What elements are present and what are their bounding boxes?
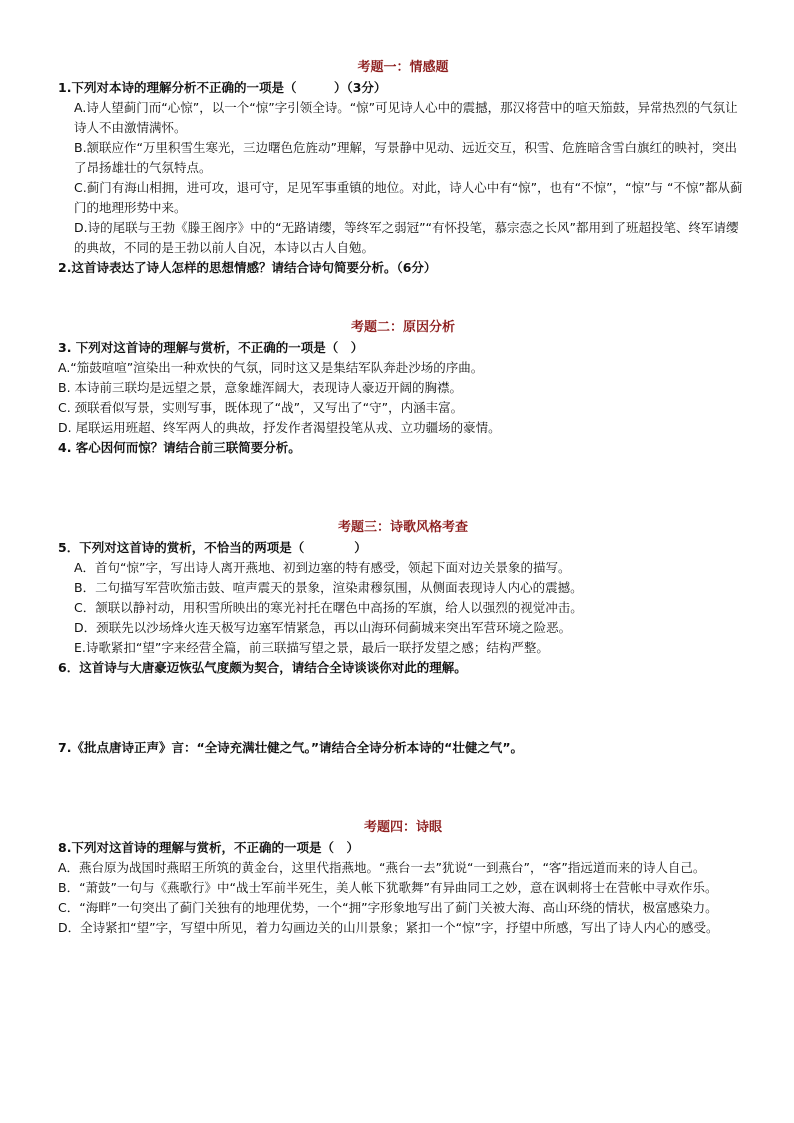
option-d: D．全诗紧扣“望”字，写望中所见，着力勾画边关的山川景象；紧扣一个“惊”字，抒望中所感，写出了诗人内心的感受。 bbox=[58, 920, 719, 935]
option-c: C. 颈联看似写景，实则写事，既体现了“战”，又写出了“守”，内涵丰富。 bbox=[58, 400, 464, 415]
option-b: B．“萧鼓”一句与《燕歌行》中“战士军前半死生，美人帐下犹歌舞”有异曲同工之妙，意在讽刺将士在营帐中寻欢作乐。 bbox=[58, 880, 718, 895]
option-a: A．燕台原为战国时燕昭王所筑的黄金台，这里代指燕地。“燕台一去”犹说“一到燕台”，“客”指远道而来的诗人自己。 bbox=[58, 860, 706, 875]
option-d: D.诗的尾联与王勃《滕王阁序》中的“无路请缨，等终军之弱冠”“有怀投笔，慕宗悫之长风”都用到了班超投笔、终军请缨的典故，不同的是王勃以前人自况，本诗以古人自勉。 bbox=[74, 220, 739, 255]
option-b: B. 本诗前三联均是远望之景，意象雄浑阔大，表现诗人豪迈开阔的胸襟。 bbox=[58, 380, 463, 395]
option-c: C．“海畔”一句突出了蓟门关独有的地理优势，一个“拥”字形象地写出了蓟门关被大海、高山环绕的情状，极富感染力。 bbox=[58, 900, 718, 915]
option-c: C．颔联以静衬动，用积雪所映出的寒光衬托在曙色中高扬的军旗，给人以强烈的视觉冲击。 bbox=[74, 600, 583, 615]
question-1: 1.下列对本诗的理解分析不正确的一项是（ ）（3分） bbox=[58, 80, 387, 95]
section-title: 考题四：诗眼 bbox=[363, 820, 442, 835]
section-title: 考题二：原因分析 bbox=[350, 320, 455, 335]
question-4: 4. 客心因何而惊？请结合前三联简要分析。 bbox=[58, 440, 301, 455]
option-b: B.颔联应作“万里积雪生寒光，三边曙色危旌动”理解，写景静中见动、远近交互，积雪、危旌暗含雪白旗红的映衬，突出了昂扬雄壮的气氛特点。 bbox=[74, 140, 738, 175]
option-d: D. 尾联运用班超、终军两人的典故，抒发作者渴望投笔从戎、立功疆场的豪情。 bbox=[58, 420, 501, 435]
option-a: A.“笳鼓喧喧”渲染出一种欢快的气氛，同时这又是集结军队奔赴沙场的序曲。 bbox=[58, 360, 484, 375]
question-3: 3. 下列对这首诗的理解与赏析，不正确的一项是（ ） bbox=[58, 340, 364, 355]
section-poem-eye bbox=[58, 818, 748, 938]
section-title: 考题三：诗歌风格考查 bbox=[337, 520, 468, 535]
question-6: 6．这首诗与大唐豪迈恢弘气度颇为契合，请结合全诗谈谈你对此的理解。 bbox=[58, 660, 467, 675]
option-c: C.蓟门有海山相拥，进可攻，退可守，足见军事重镇的地位。对此，诗人心中有“惊”，也有“不惊”，“惊”与 “不惊”都从蓟门的地理形势中来。 bbox=[74, 180, 743, 215]
question-8: 8.下列对这首诗的理解与赏析，不正确的一项是（ ） bbox=[58, 840, 359, 855]
section-emotion bbox=[58, 58, 748, 278]
question-5: 5．下列对这首诗的赏析，不恰当的两项是（ ） bbox=[58, 540, 367, 555]
option-e: E.诗歌紧扣“望”字来经营全篇，前三联描写望之景，最后一联抒发望之感；结构严整。 bbox=[74, 640, 549, 655]
question-7-block bbox=[58, 738, 748, 758]
option-d: D．颈联先以沙场烽火连天极写边塞军情紧急，再以山海环伺蓟城来突出军营环境之险恶。 bbox=[74, 620, 572, 635]
option-b: B．二句描写军营吹笳击鼓、喧声震天的景象，渲染肃穆氛围，从侧面表现诗人内心的震撼。 bbox=[74, 580, 583, 595]
question-2: 2.这首诗表达了诗人怎样的思想情感？请结合诗句简要分析。（6分） bbox=[58, 260, 437, 275]
section-style bbox=[58, 518, 748, 678]
option-a: A.诗人望蓟门而“心惊”，以一个“惊”字引领全诗。“惊”可见诗人心中的震撼，那汉将营中的喧天笳鼓，异常热烈的气氛让诗人不由激情满怀。 bbox=[74, 100, 738, 135]
section-title: 考题一：情感题 bbox=[357, 60, 449, 75]
question-7: 7.《批点唐诗正声》言：“全诗充满壮健之气。”请结合全诗分析本诗的“壮健之气”。 bbox=[58, 740, 524, 755]
section-reason bbox=[58, 318, 748, 458]
option-a: A．首句“惊”字，写出诗人离开燕地、初到边塞的特有感受，领起下面对边关景象的描写。 bbox=[74, 560, 571, 575]
